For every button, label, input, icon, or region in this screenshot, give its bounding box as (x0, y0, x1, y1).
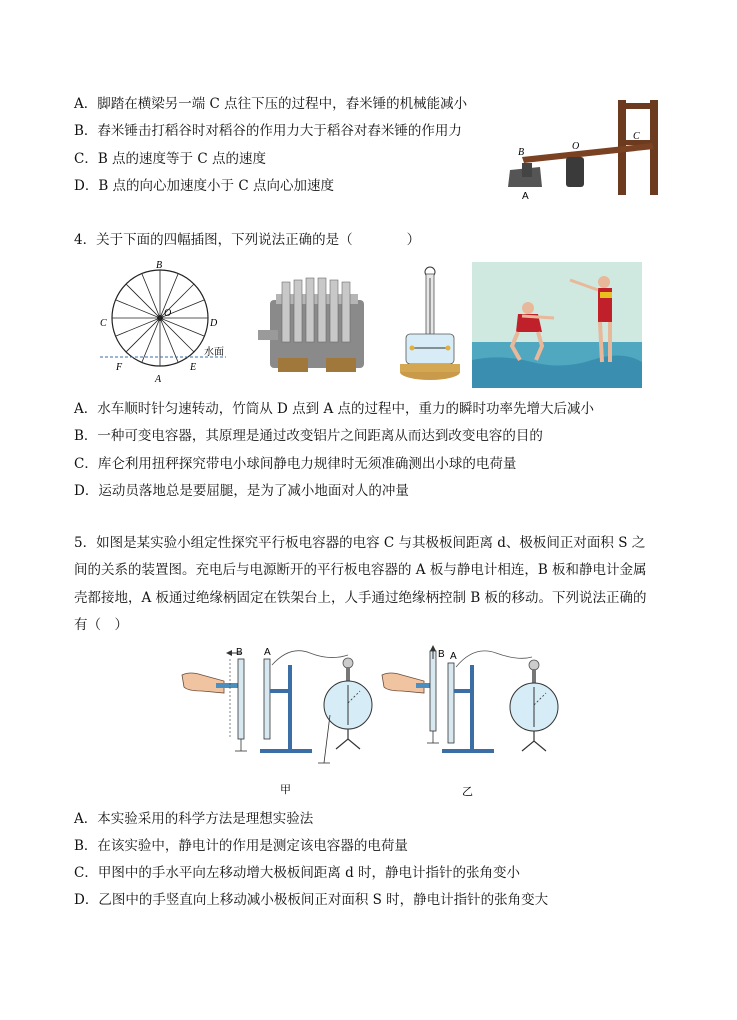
q5-option-d: D．乙图中的手竖直向上移动减小极板间正对面积 S 时，静电计指针的张角变大 (74, 892, 549, 908)
q5-jia-label-b: B (236, 647, 243, 658)
q4-wheel-label-b: B (156, 260, 163, 271)
q3-option-a: A．脚踏在横梁另一端 C 点往下压的过程中，舂米锤的机械能减小 (74, 96, 468, 112)
q5-option-b: B．在该实验中，静电计的作用是测定该电容器的电荷量 (74, 838, 408, 854)
q5-yi-label-a: A (450, 651, 457, 662)
q5-figure-yi (382, 645, 558, 798)
q4-wheel-label-c: C (100, 318, 107, 329)
q5-figure-jia (182, 647, 372, 796)
q5-label-yi: 乙 (462, 785, 473, 798)
q4-athlete-landing-figure (472, 262, 642, 388)
q4-waterwheel-figure (98, 260, 238, 388)
q3-label-c: C (633, 131, 640, 142)
q3-label-a: A (522, 191, 529, 202)
q4-variable-capacitor-figure (258, 262, 376, 386)
q4-torsion-balance-figure (398, 264, 462, 386)
q4-water-label: 水面 (204, 347, 224, 358)
q5-stem-line-2: 间的关系的装置图。充电后与电源断开的平行板电容器的 A 板与静电计相连，B 板和静电计金属 (74, 562, 647, 578)
q5-jia-label-a: A (264, 647, 271, 658)
q4-wheel-label-d: D (210, 318, 218, 329)
q4-wheel-label-e: E (190, 362, 197, 373)
q3-option-b: B．舂米锤击打稻谷时对稻谷的作用力大于稻谷对舂米锤的作用力 (74, 123, 462, 139)
q3-option-c: C．B 点的速度等于 C 点的速度 (74, 151, 266, 167)
q4-option-d: D．运动员落地总是要屈腿，是为了减小地面对人的冲量 (74, 483, 409, 499)
q5-stem-line-3: 壳都接地，A 板通过绝缘柄固定在铁架台上，人手通过绝缘柄控制 B 板的移动。下列说法正确的 (74, 590, 647, 606)
q5-stem-line-4: 有（ ） (74, 617, 128, 633)
q3-label-o: O (572, 141, 580, 152)
q3-label-b: B (518, 147, 525, 158)
q4-stem: 4．关于下面的四幅插图，下列说法正确的是（ ） (74, 232, 421, 248)
q5-option-c: C．甲图中的手水平向左移动增大极板间距离 d 时，静电计指针的张角变小 (74, 865, 521, 881)
q5-label-jia: 甲 (280, 783, 291, 796)
q4-option-b: B．一种可变电容器，其原理是通过改变铝片之间距离从而达到改变电容的目的 (74, 428, 543, 444)
q3-option-d: D．B 点的向心加速度小于 C 点向心加速度 (74, 178, 334, 194)
q5-yi-label-b: B (438, 649, 445, 660)
q5-option-a: A．本实验采用的科学方法是理想实验法 (74, 811, 314, 827)
q4-option-c: C．库仑利用扭秤探究带电小球间静电力规律时无须准确测出小球的电荷量 (74, 456, 517, 472)
q5-stem-line-1: 5．如图是某实验小组定性探究平行板电容器的电容 C 与其极板间距离 d、极板间正对面积 S 之 (74, 535, 646, 551)
q4-wheel-label-f: F (116, 362, 123, 373)
q4-wheel-label-o: O (164, 308, 172, 319)
q4-option-a: A．水车顺时针匀速转动，竹筒从 D 点到 A 点的过程中，重力的瞬时功率先增大后减小 (74, 401, 594, 417)
q5-capacitor-experiment-figure (180, 645, 580, 805)
q3-lever-figure (500, 95, 670, 205)
q4-wheel-label-a: A (155, 374, 162, 385)
